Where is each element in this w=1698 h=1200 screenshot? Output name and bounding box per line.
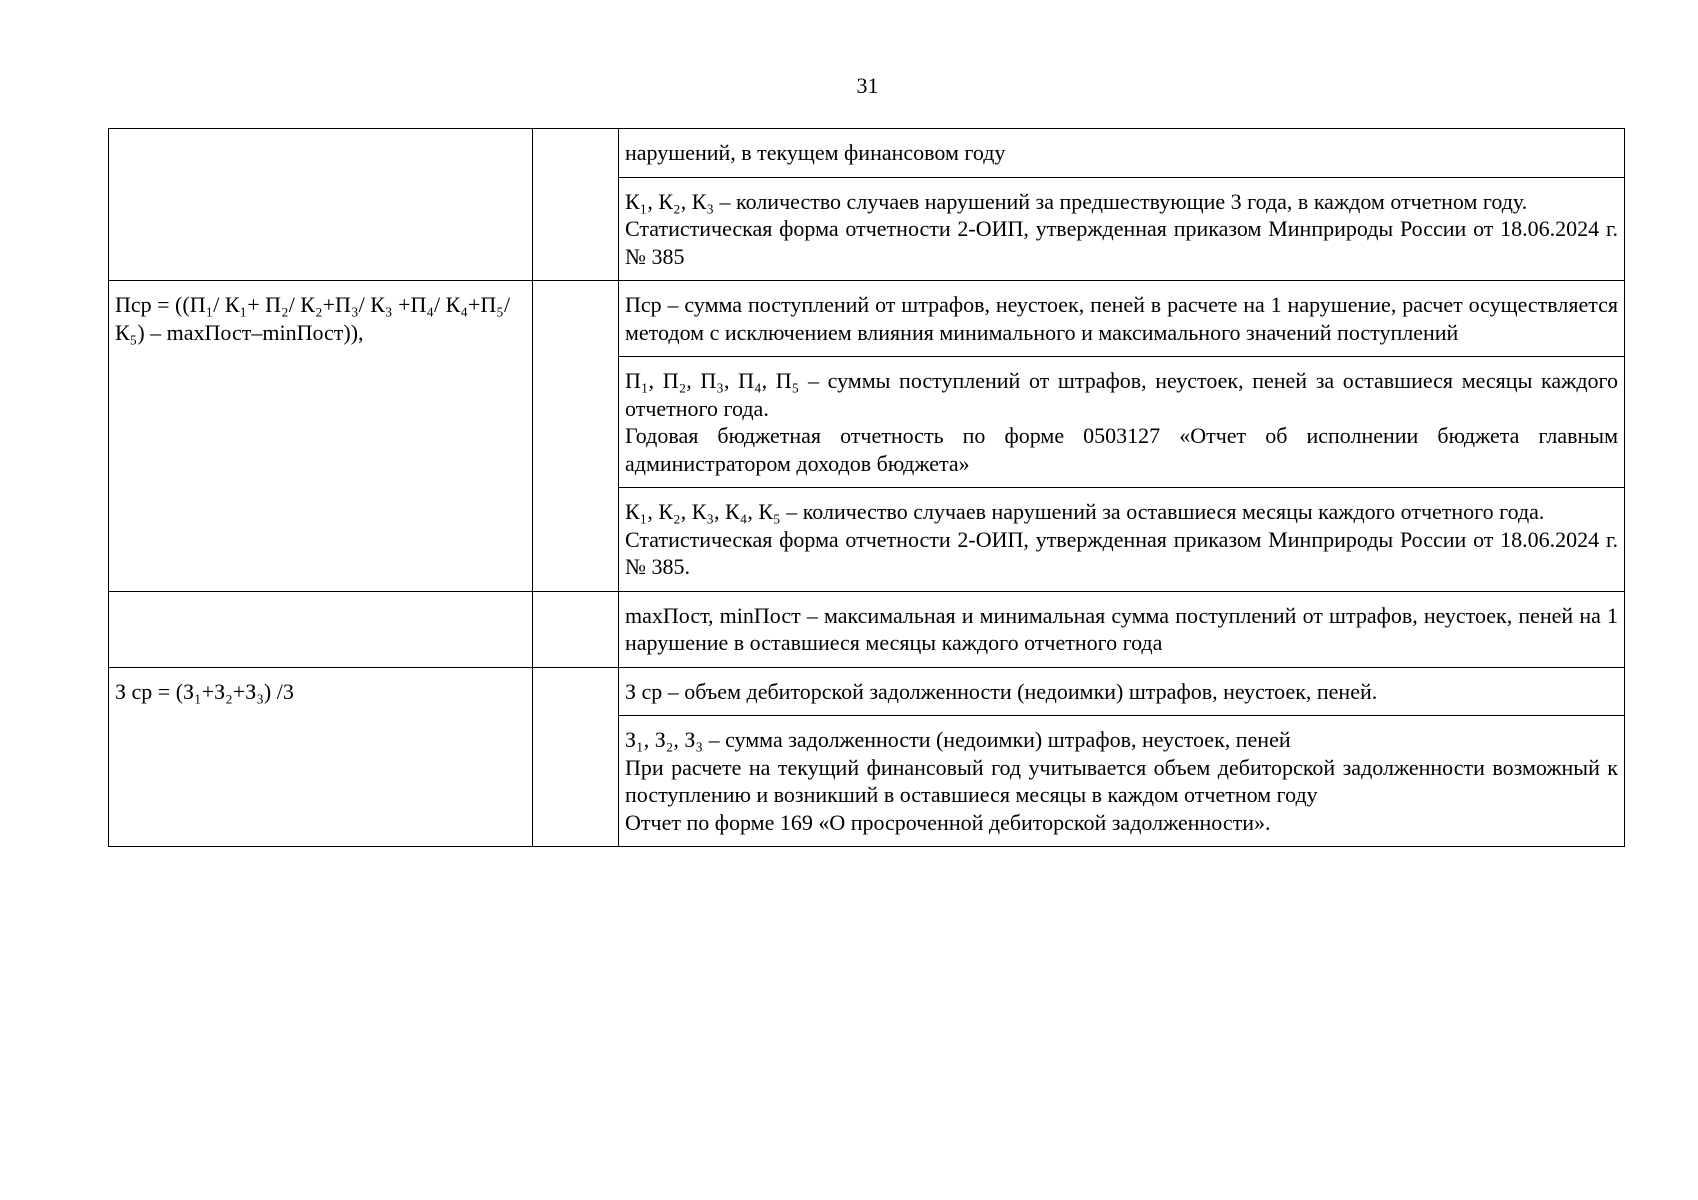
table-row bbox=[109, 667, 1625, 716]
table-row bbox=[109, 591, 1625, 667]
description-source: Годовая бюджетная отчетность по форме 0503127 «Отчет об исполнении бюджета главным администратором доходов бюджета» bbox=[625, 423, 1618, 476]
description-text: З₁, З₂, З₃ – сумма задолженности (недоимки) штрафов, неустоек, пеней bbox=[625, 727, 1291, 752]
description-cell bbox=[619, 591, 1625, 667]
description-cell bbox=[619, 129, 1625, 178]
description-cell bbox=[619, 667, 1625, 716]
page-number: 31 bbox=[856, 73, 879, 98]
empty-cell bbox=[533, 281, 619, 592]
empty-cell bbox=[533, 591, 619, 667]
empty-cell bbox=[533, 667, 619, 847]
formula-cell bbox=[109, 129, 533, 281]
formula-cell bbox=[109, 667, 533, 847]
description-cell bbox=[619, 281, 1625, 357]
description-text: З ср – объем дебиторской задолженности (недоимки) штрафов, неустоек, пеней. bbox=[625, 678, 1378, 704]
description-cell bbox=[619, 357, 1625, 488]
description-text: maxПост, minПост – максимальная и минимальная сумма поступлений от штрафов, неустоек, пеней на 1 нарушение в оставшиеся месяцы каждого отчетного года bbox=[625, 602, 1618, 655]
description-text: Пср – сумма поступлений от штрафов, неустоек, пеней в расчете на 1 нарушение, расчет осуществляется методом с исключением влияния минимального и максимального значений поступлений bbox=[625, 292, 1618, 345]
formula-cell bbox=[109, 591, 533, 667]
description-cell bbox=[619, 177, 1625, 281]
description-text: К₁, К₂, К₃, К₄, К₅ – количество случаев нарушений за оставшиеся месяцы каждого отчетного года. bbox=[625, 499, 1545, 524]
empty-cell bbox=[533, 129, 619, 281]
formula-text: Пср = ((П₁/ К₁+ П₂/ К₂+П₃/ К₃ +П₄/ К₄+П₅/ К₅) – maxПост–minПост)), bbox=[115, 292, 511, 345]
description-source: Статистическая форма отчетности 2-ОИП, утвержденная приказом Минприроды России от 18.06.2024 г. № 385 bbox=[625, 216, 1618, 269]
description-source: Статистическая форма отчетности 2-ОИП, утвержденная приказом Минприроды России от 18.06.2024 г. № 385. bbox=[625, 526, 1618, 579]
formula-cell bbox=[109, 281, 533, 592]
description-cell bbox=[619, 488, 1625, 592]
description-source: Отчет по форме 169 «О просроченной дебиторской задолженности». bbox=[625, 809, 1271, 835]
table-row bbox=[109, 129, 1625, 178]
formula-table bbox=[108, 128, 1625, 847]
description-text: П₁, П₂, П₃, П₄, П₅ – суммы поступлений от штрафов, неустоек, пеней за оставшиеся месяцы каждого отчетного года. bbox=[625, 368, 1618, 421]
description-cell bbox=[619, 716, 1625, 847]
formula-text: З ср = (З₁+З₂+З₃) /3 bbox=[115, 678, 294, 704]
table-row bbox=[109, 281, 1625, 357]
description-text: К₁, К₂, К₃ – количество случаев нарушений за предшествующие 3 года, в каждом отчетном году. bbox=[625, 188, 1528, 214]
description-text: нарушений, в текущем финансовом году bbox=[625, 140, 1006, 165]
description-text: При расчете на текущий финансовый год учитывается объем дебиторской задолженности возможный к поступлению и возникший в оставшиеся месяцы в каждом отчетном году bbox=[625, 754, 1618, 807]
